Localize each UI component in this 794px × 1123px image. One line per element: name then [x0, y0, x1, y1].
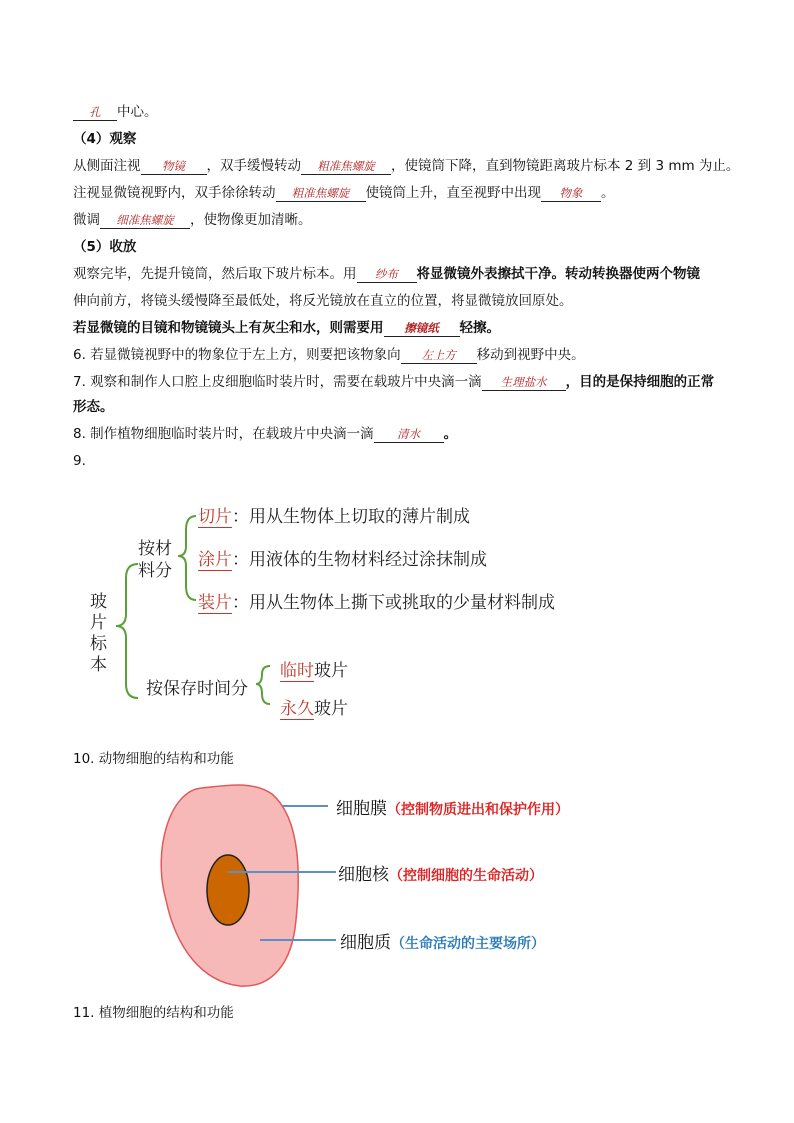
answer-blank: 擦镜纸	[384, 321, 460, 337]
root-brace	[116, 564, 138, 698]
group-material: 按材料分	[138, 539, 172, 581]
line-text: 观察完毕，先提升镜筒，然后取下玻片标本。用	[73, 266, 357, 282]
structure-name: 细胞核	[338, 865, 389, 885]
line-text: 移动到视野中央。	[476, 347, 585, 363]
answer-blank: 细准焦螺旋	[100, 213, 190, 229]
line-text: 。	[601, 185, 615, 201]
slide-classification-diagram	[70, 490, 670, 730]
item-key: 涂片	[198, 550, 232, 570]
line-text: 从侧面注视	[73, 158, 141, 174]
line-text: ，使镜筒下降，直到物镜距离玻片标本 2 到 3 mm 为止。	[391, 158, 740, 174]
time-brace	[256, 666, 270, 704]
item-permanent	[280, 694, 348, 719]
nucleus-label	[338, 860, 543, 885]
cytoplasm-label	[340, 928, 545, 953]
answer-blank: 物象	[541, 186, 601, 202]
membrane-label	[336, 794, 569, 819]
answer-blank: 孔	[73, 105, 117, 121]
item-value: 玻片	[314, 661, 348, 681]
line-text: 。	[443, 426, 458, 442]
item-value: ：用从生物体上切取的薄片制成	[232, 507, 470, 527]
line-text: 将显微镜外表擦拭干净。转动转换器使两个物镜	[416, 266, 700, 282]
line-text: 使镜筒上升，直至视野中出现	[365, 185, 541, 201]
text-line	[73, 373, 714, 391]
group-time: 按保存时间分	[146, 679, 248, 699]
item-key: 切片	[198, 507, 232, 527]
line-text: 轻擦。	[459, 320, 500, 336]
line-text: 6. 若显微镜视野中的物象位于左上方，则要把该物象向	[73, 347, 401, 363]
animal-cell-diagram	[150, 780, 670, 990]
line-text: 微调	[73, 212, 100, 228]
line-text: 7. 观察和制作人口腔上皮细胞临时装片时，需要在载玻片中央滴一滴	[73, 374, 482, 390]
structure-function: （控制细胞的生命活动）	[389, 868, 543, 884]
structure-function: （控制物质进出和保护作用）	[387, 802, 569, 818]
text-line	[73, 211, 312, 229]
item-value: ：用从生物体上撕下或挑取的少量材料制成	[232, 593, 555, 613]
structure-function: （生命活动的主要场所）	[391, 936, 545, 952]
section-heading: （4）观察	[73, 131, 137, 147]
text-line: 9.	[73, 453, 86, 469]
item-temporary	[280, 656, 348, 681]
line-text: ，目的是保持细胞的正常	[565, 374, 715, 390]
answer-blank: 左上方	[401, 348, 477, 364]
line-text: ，使物像更加清晰。	[190, 212, 312, 228]
line-text: 注视显微镜视野内，双手徐徐转动	[73, 185, 276, 201]
item-section	[198, 502, 470, 527]
structure-name: 细胞质	[340, 933, 391, 953]
item-mount	[198, 588, 555, 613]
item-key: 临时	[280, 661, 314, 681]
tree-root: 玻片标本	[90, 592, 107, 675]
text-line	[73, 157, 739, 175]
answer-blank: 物镜	[141, 159, 207, 175]
answer-blank: 粗准焦螺旋	[276, 186, 366, 202]
item-key: 装片	[198, 593, 232, 613]
text-line	[73, 425, 457, 443]
item-key: 永久	[280, 699, 314, 719]
text-line	[73, 346, 585, 364]
text-line	[73, 319, 500, 337]
item-smear	[198, 545, 487, 570]
text-line: 伸向前方，将镜头缓慢降至最低处，将反光镜放在直立的位置，将显微镜放回原处。	[73, 293, 573, 309]
item-value: 玻片	[314, 699, 348, 719]
material-brace	[178, 516, 196, 600]
text-line: 10. 动物细胞的结构和功能	[73, 751, 234, 767]
answer-blank: 粗准焦螺旋	[301, 159, 391, 175]
text-line: 11. 植物细胞的结构和功能	[73, 1005, 234, 1021]
text-line: 形态。	[73, 399, 114, 415]
answer-blank: 生理盐水	[482, 375, 566, 391]
text-line	[73, 103, 158, 121]
line-text: 若显微镜的目镜和物镜镜头上有灰尘和水，则需要用	[73, 320, 384, 336]
text-line	[73, 265, 700, 283]
answer-blank: 清水	[374, 427, 444, 443]
structure-name: 细胞膜	[336, 799, 387, 819]
answer-blank: 纱布	[357, 267, 417, 283]
line-text: 8. 制作植物细胞临时装片时，在载玻片中央滴一滴	[73, 426, 374, 442]
line-text: 中心。	[117, 104, 158, 120]
section-heading: （5）收放	[73, 239, 137, 255]
nucleus-shape	[207, 855, 249, 925]
line-text: ，双手缓慢转动	[206, 158, 301, 174]
item-value: ：用液体的生物材料经过涂抹制成	[232, 550, 487, 570]
text-line	[73, 184, 615, 202]
